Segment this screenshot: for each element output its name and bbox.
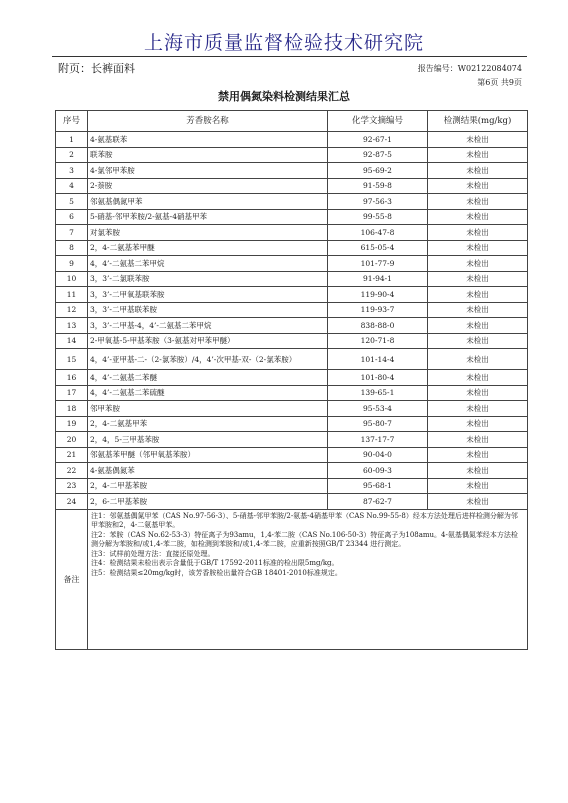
amine-name: 2-萘胺 <box>88 178 328 194</box>
cas-number: 120-71-8 <box>328 333 428 349</box>
row-number: 16 <box>56 370 88 386</box>
cas-number: 101-77-9 <box>328 256 428 272</box>
cas-number: 95-68-1 <box>328 478 428 494</box>
table-header-row <box>56 111 528 132</box>
page-number: 第6页 共9页 <box>477 78 522 87</box>
amine-name: 2，4-二氨基甲苯 <box>88 416 328 432</box>
test-result: 未检出 <box>428 194 528 210</box>
test-result: 未检出 <box>428 416 528 432</box>
table-row <box>56 447 528 463</box>
cas-number: 95-80-7 <box>328 416 428 432</box>
cas-number: 119-90-4 <box>328 287 428 303</box>
note-3: 注3：试样前处理方法：直接还原处理。 <box>91 549 215 558</box>
table-row <box>56 349 528 370</box>
table-body <box>56 132 528 510</box>
table-row <box>56 209 528 225</box>
row-number: 13 <box>56 318 88 334</box>
row-number: 4 <box>56 178 88 194</box>
cas-number: 60-09-3 <box>328 463 428 479</box>
annex-label: 附页：长裤面料 <box>58 62 135 75</box>
table-row <box>56 147 528 163</box>
row-number: 3 <box>56 163 88 179</box>
table-title: 禁用偶氮染料检测结果汇总 <box>218 90 350 103</box>
amine-name: 2，4-二甲基苯胺 <box>88 478 328 494</box>
table-row <box>56 240 528 256</box>
test-result: 未检出 <box>428 287 528 303</box>
test-result: 未检出 <box>428 302 528 318</box>
report-number: 报告编号：W02122084074 <box>417 64 522 73</box>
row-number: 18 <box>56 401 88 417</box>
col-header-name: 芳香胺名称 <box>88 111 328 132</box>
row-number: 14 <box>56 333 88 349</box>
amine-name: 3，3’-二甲基联苯胺 <box>88 302 328 318</box>
amine-name: 邻氨基苯甲醚（邻甲氧基苯胺） <box>88 447 328 463</box>
cas-number: 91-94-1 <box>328 271 428 287</box>
row-number: 21 <box>56 447 88 463</box>
row-number: 19 <box>56 416 88 432</box>
test-result: 未检出 <box>428 432 528 448</box>
row-number: 8 <box>56 240 88 256</box>
cas-number: 615-05-4 <box>328 240 428 256</box>
amine-name: 邻氨基偶氮甲苯 <box>88 194 328 210</box>
note-1: 注1：邻氨基偶氮甲苯（CAS No.97-56-3）、5-硝基-邻甲苯胺/2-氨基-4硝基甲苯（CAS No.99-55-8）经本方法处理后进样检测分解为邻甲苯胺和2，4-二氨基甲苯。 <box>91 511 518 530</box>
test-result: 未检出 <box>428 132 528 148</box>
test-result: 未检出 <box>428 271 528 287</box>
row-number: 9 <box>56 256 88 272</box>
note-2: 注2：苯胺（CAS No.62-53-3）特征离子为93amu，1,4-苯二胺（CAS No.106-50-3）特征离子为108amu。4-氨基偶氮苯经本方法检测分解为苯胺和/或1,4-苯二胺，如检测到苯胺和/或1,4-苯二胺，应重新按照GB/T 23344 进行测定。 <box>91 530 518 549</box>
table-row <box>56 385 528 401</box>
col-header-cas: 化学文摘编号 <box>328 111 428 132</box>
header-rule <box>52 56 527 57</box>
table-row <box>56 416 528 432</box>
test-result: 未检出 <box>428 463 528 479</box>
amine-name: 联苯胺 <box>88 147 328 163</box>
amine-name: 4-氨基联苯 <box>88 132 328 148</box>
table-row <box>56 401 528 417</box>
amine-name: 2-甲氧基-5-甲基苯胺（3-氨基对甲苯甲醚） <box>88 333 328 349</box>
table-row <box>56 178 528 194</box>
table-row <box>56 132 528 148</box>
row-number: 11 <box>56 287 88 303</box>
table-row <box>56 194 528 210</box>
cas-number: 838-88-0 <box>328 318 428 334</box>
row-number: 2 <box>56 147 88 163</box>
row-number: 24 <box>56 494 88 510</box>
notes-label: 备注 <box>56 509 88 649</box>
institute-title: 上海市质量监督检验技术研究院 <box>143 32 424 54</box>
amine-name: 2，4，5-三甲基苯胺 <box>88 432 328 448</box>
note-5: 注5：检测结果≤20mg/kg时，该芳香胺检出量符合GB 18401-2010标准规定。 <box>91 569 342 578</box>
table-row <box>56 287 528 303</box>
row-number: 17 <box>56 385 88 401</box>
cas-number: 119-93-7 <box>328 302 428 318</box>
amine-name: 4，4’-二氨基二苯甲烷 <box>88 256 328 272</box>
test-result: 未检出 <box>428 349 528 370</box>
test-result: 未检出 <box>428 333 528 349</box>
cas-number: 137-17-7 <box>328 432 428 448</box>
test-result: 未检出 <box>428 225 528 241</box>
table-row <box>56 333 528 349</box>
table-row <box>56 463 528 479</box>
table-row <box>56 271 528 287</box>
test-result: 未检出 <box>428 256 528 272</box>
test-result: 未检出 <box>428 178 528 194</box>
table-row <box>56 494 528 510</box>
row-number: 15 <box>56 349 88 370</box>
cas-number: 101-80-4 <box>328 370 428 386</box>
test-result: 未检出 <box>428 494 528 510</box>
row-number: 23 <box>56 478 88 494</box>
amine-name: 3，3’-二甲基-4，4’-二氨基二苯甲烷 <box>88 318 328 334</box>
cas-number: 92-87-5 <box>328 147 428 163</box>
row-number: 6 <box>56 209 88 225</box>
test-result: 未检出 <box>428 478 528 494</box>
amine-name: 4，4’-二氨基二苯硫醚 <box>88 385 328 401</box>
test-result: 未检出 <box>428 447 528 463</box>
amine-name: 2，6-二甲基苯胺 <box>88 494 328 510</box>
cas-number: 95-69-2 <box>328 163 428 179</box>
table-row <box>56 370 528 386</box>
cas-number: 92-67-1 <box>328 132 428 148</box>
cas-number: 99-55-8 <box>328 209 428 225</box>
amine-name: 3，3’-二甲氧基联苯胺 <box>88 287 328 303</box>
cas-number: 95-53-4 <box>328 401 428 417</box>
row-number: 20 <box>56 432 88 448</box>
table-row <box>56 318 528 334</box>
test-result: 未检出 <box>428 318 528 334</box>
test-result: 未检出 <box>428 240 528 256</box>
table-row <box>56 225 528 241</box>
row-number: 1 <box>56 132 88 148</box>
amine-name: 2，4-二氨基苯甲醚 <box>88 240 328 256</box>
row-number: 22 <box>56 463 88 479</box>
azo-dye-results-table <box>55 110 528 650</box>
test-result: 未检出 <box>428 163 528 179</box>
test-result: 未检出 <box>428 401 528 417</box>
table-row <box>56 163 528 179</box>
table-row <box>56 478 528 494</box>
test-result: 未检出 <box>428 370 528 386</box>
row-number: 12 <box>56 302 88 318</box>
cas-number: 91-59-8 <box>328 178 428 194</box>
amine-name: 4-氨基偶氮苯 <box>88 463 328 479</box>
amine-name: 邻甲苯胺 <box>88 401 328 417</box>
amine-name: 对氯苯胺 <box>88 225 328 241</box>
row-number: 7 <box>56 225 88 241</box>
cas-number: 90-04-0 <box>328 447 428 463</box>
test-result: 未检出 <box>428 385 528 401</box>
test-result: 未检出 <box>428 209 528 225</box>
amine-name: 4，4’-亚甲基-二-（2-氯苯胺）/4，4’-次甲基-双-（2-氯苯胺） <box>88 349 328 370</box>
row-number: 10 <box>56 271 88 287</box>
cas-number: 101-14-4 <box>328 349 428 370</box>
notes-content <box>88 509 528 649</box>
cas-number: 106-47-8 <box>328 225 428 241</box>
notes-row <box>56 509 528 649</box>
test-result: 未检出 <box>428 147 528 163</box>
col-header-no: 序号 <box>56 111 88 132</box>
amine-name: 4-氯邻甲苯胺 <box>88 163 328 179</box>
amine-name: 4，4’-二氨基二苯醚 <box>88 370 328 386</box>
table-row <box>56 302 528 318</box>
table-row <box>56 256 528 272</box>
table-row <box>56 432 528 448</box>
col-header-result: 检测结果(mg/kg) <box>428 111 528 132</box>
amine-name: 5-硝基-邻甲苯胺/2-氨基-4硝基甲苯 <box>88 209 328 225</box>
amine-name: 3，3’-二氯联苯胺 <box>88 271 328 287</box>
cas-number: 139-65-1 <box>328 385 428 401</box>
cas-number: 87-62-7 <box>328 494 428 510</box>
row-number: 5 <box>56 194 88 210</box>
cas-number: 97-56-3 <box>328 194 428 210</box>
note-4: 注4：检测结果未检出表示含量低于GB/T 17592-2011标准的检出限5mg/kg。 <box>91 559 339 568</box>
